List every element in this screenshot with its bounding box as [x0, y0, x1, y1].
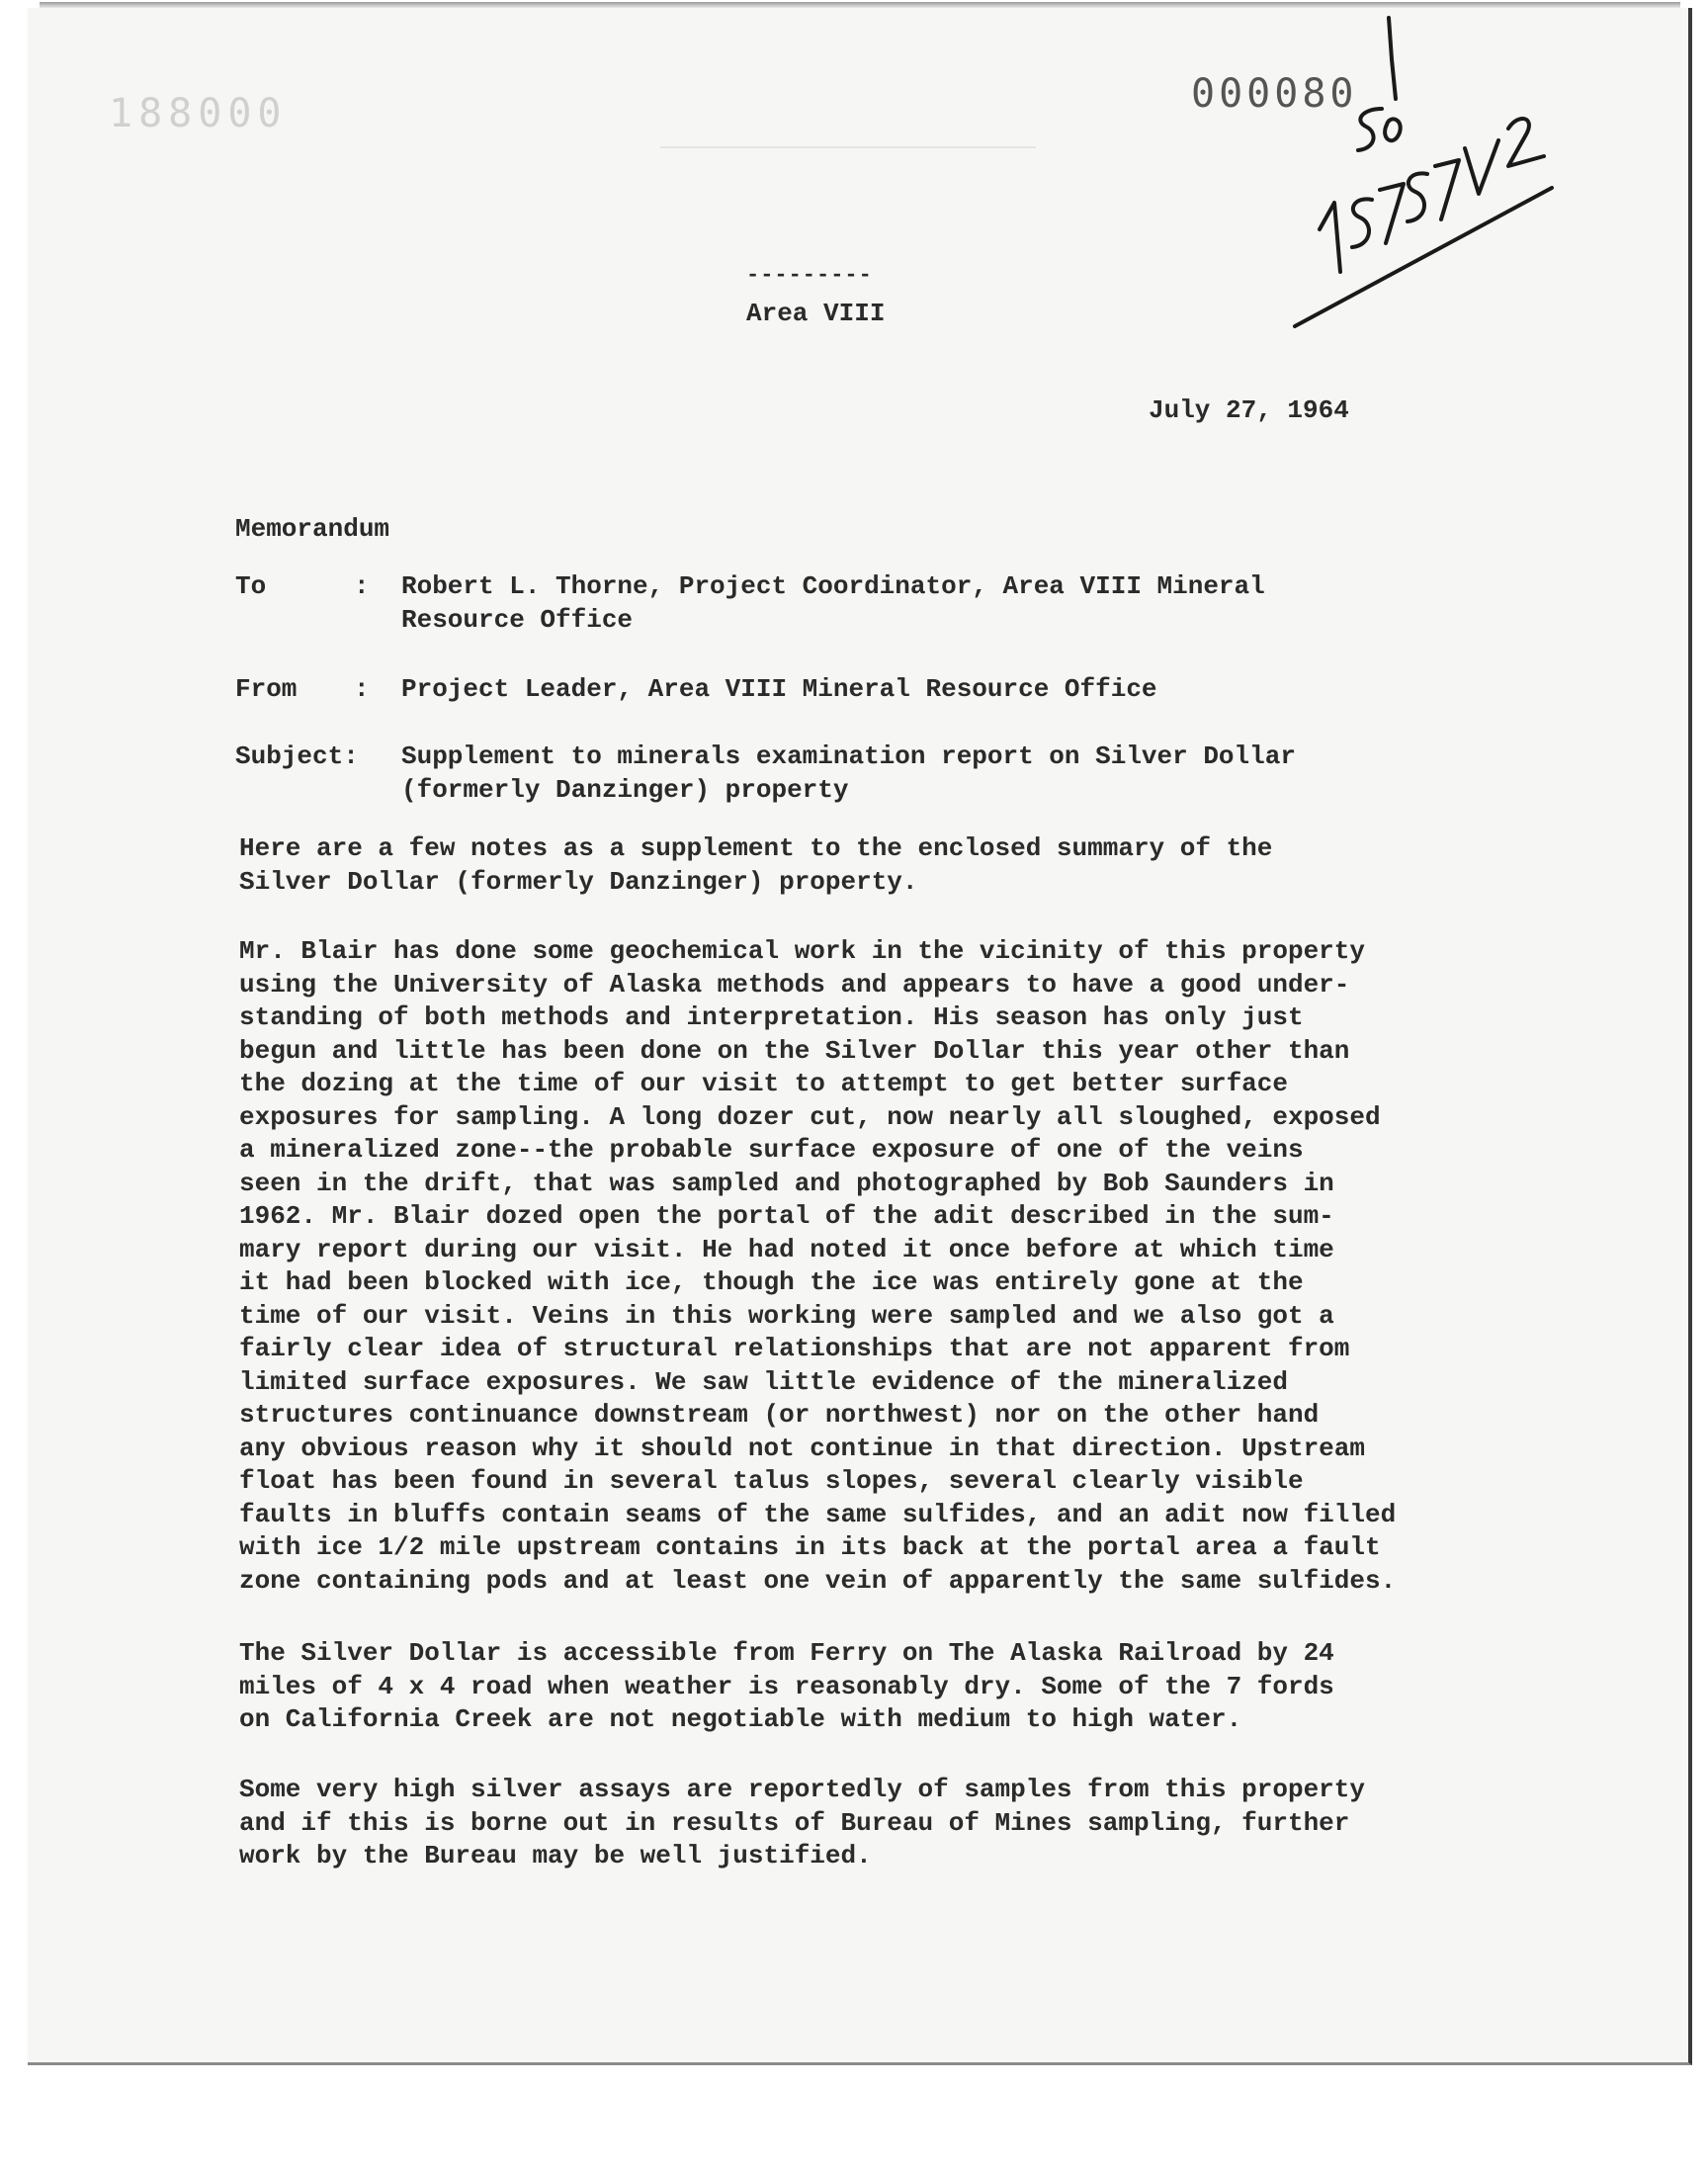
memo-type-label: Memorandum	[235, 514, 390, 544]
from-label: From	[235, 674, 298, 704]
area-title: Area VIII	[746, 299, 886, 328]
paragraph-access: The Silver Dollar is accessible from Ferry on The Alaska Railroad by 24 miles of 4 x 4 road when weather is reasonably dry. Some of the 7 fords on California Creek are not negotiable with medium to high water.	[239, 1638, 1334, 1734]
document-number: 000080	[1191, 71, 1358, 117]
header-dashes: ---------	[746, 263, 873, 288]
subject-value: Supplement to minerals examination report on Silver Dollar (formerly Danzinger) property	[401, 741, 1296, 805]
subject-label: Subject:	[235, 741, 359, 771]
from-colon: :	[354, 674, 370, 704]
paragraph-observations: Mr. Blair has done some geochemical work in the vicinity of this property using the University of Alaska methods and appears to have a good under- standing of both methods and interpretation. His season has only just begun and little has been done on the Silver Dollar this year other than the dozing at the time of our visit to attempt to get better surface exposures for sampling. A long dozer cut, now nearly all sloughed, exposed a mineralized zone--the probable surface exposure of one of the veins seen in the drift, that was sampled and photographed by Bob Saunders in 1962. Mr. Blair dozed open the portal of the adit described in the sum- mary report during our visit. He had noted it once before at which time it had been blocked with ice, though the ice was entirely gone at the time of our visit. Veins in this working were sampled and we also got a fairly clear idea of structural relationships that are not apparent from limited surface exposures. We saw little evidence of the mineralized structures continuance downstream (or northwest) nor on the other hand any obvious reason why it should not continue in that direction. Upstream float has been found in several talus slopes, several clearly visible faults in bluffs contain seams of the same sulfides, and an adit now filled with ice 1/2 mile upstream contains in its back at the portal area a fault zone containing pods and at least one vein of apparently the same sulfides.	[239, 936, 1397, 1596]
paragraph-conclusion: Some very high silver assays are reportedly of samples from this property and if this is borne out in results of Bureau of Mines sampling, further work by the Bureau may be well justified.	[239, 1775, 1365, 1870]
to-colon: :	[354, 571, 370, 601]
from-value: Project Leader, Area VIII Mineral Resource Office	[401, 674, 1157, 704]
faint-scan-line	[660, 146, 1036, 148]
ghost-document-number: 188000	[109, 91, 288, 136]
to-label: To	[235, 571, 267, 601]
paragraph-intro: Here are a few notes as a supplement to the enclosed summary of the Silver Dollar (formerly Danzinger) property.	[239, 833, 1273, 897]
to-value: Robert L. Thorne, Project Coordinator, Area VIII Mineral Resource Office	[401, 571, 1265, 635]
handwritten-annotation	[1255, 0, 1572, 356]
memo-date: July 27, 1964	[1149, 395, 1349, 425]
